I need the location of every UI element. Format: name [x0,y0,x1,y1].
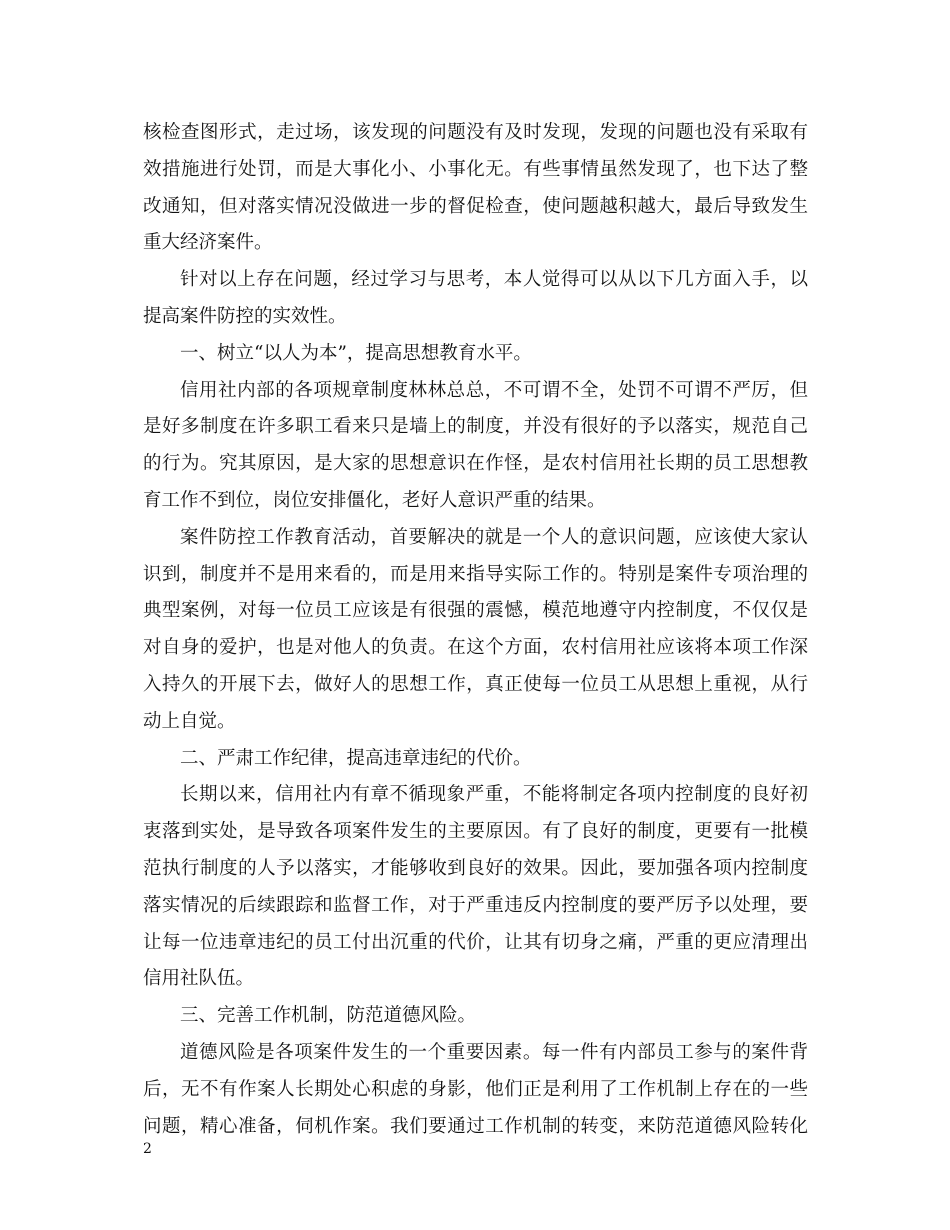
text-line: 衷落到实处，是导致各项案件发生的主要原因。有了良好的制度，更要有一批模 [143,821,808,843]
text-line: 长期以来，信用社内有章不循现象严重，不能将制定各项内控制度的良好初 [180,784,808,806]
text-line: 后，无不有作案人长期处心积虑的身影，他们正是利用了工作机制上存在的一些 [143,1078,808,1100]
text-line: 针对以上存在问题，经过学习与思考，本人觉得可以从以下几方面入手，以 [180,269,808,291]
text-line: 三、完善工作机制，防范道德风险。 [180,1005,477,1027]
text-line: 道德风险是各项案件发生的一个重要因素。每一件有内部员工参与的案件背 [180,1041,808,1063]
text-line: 典型案例，对每一位员工应该是有很强的震憾，模范地遵守内控制度，不仅仅是 [143,600,808,622]
text-line: 对自身的爱护，也是对他人的负责。在这个方面，农村信用社应该将本项工作深 [143,637,808,659]
text-line: 核检查图形式，走过场，该发现的问题没有及时发现，发现的问题也没有采取有 [143,122,808,143]
text-line: 二、严肃工作纪律，提高违章违纪的代价。 [180,747,532,769]
body-text [143,115,808,1145]
text-line: 让每一位违章违纪的员工付出沉重的代价，让其有切身之痛，严重的更应清理出 [143,931,808,953]
text-line: 落实情况的后续跟踪和监督工作，对于严重违反内控制度的要严厉予以处理，要 [143,894,808,916]
text-line: 案件防控工作教育活动，首要解决的就是一个人的意识问题，应该使大家认 [180,526,808,548]
text-line: 问题，精心准备，伺机作案。我们要通过工作机制的转变，来防范道德风险转化 [143,1115,808,1137]
text-line: 范执行制度的人予以落实，才能够收到良好的效果。因此，要加强各项内控制度 [143,857,808,879]
text-line: 动上自觉。 [143,710,236,732]
text-line: 效措施进行处罚，而是大事化小、小事化无。有些事情虽然发现了，也下达了整 [143,158,808,180]
text-line: 信用社内部的各项规章制度林林总总，不可谓不全，处罚不可谓不严厉，但 [180,379,808,401]
text-line: 信用社队伍。 [143,968,255,990]
text-line: 改通知，但对落实情况没做进一步的督促检查，使问题越积越大，最后导致发生 [143,195,808,217]
text-line: 提高案件防控的实效性。 [143,305,347,327]
page-number: 2 [143,1141,152,1157]
text-line: 一、树立“以人为本”，提高思想教育水平。 [180,342,532,364]
text-line: 入持久的开展下去，做好人的思想工作，真正使每一位员工从思想上重视，从行 [143,673,808,695]
text-line: 重大经济案件。 [143,232,273,254]
text-line: 识到，制度并不是用来看的，而是用来指导实际工作的。特别是案件专项治理的 [143,563,808,585]
text-line: 的行为。究其原因，是大家的思想意识在作怪，是农村信用社长期的员工思想教 [143,453,808,475]
text-line: 是好多制度在许多职工看来只是墙上的制度，并没有很好的予以落实，规范自己 [143,416,808,438]
text-line: 育工作不到位，岗位安排僵化，老好人意识严重的结果。 [143,489,606,511]
